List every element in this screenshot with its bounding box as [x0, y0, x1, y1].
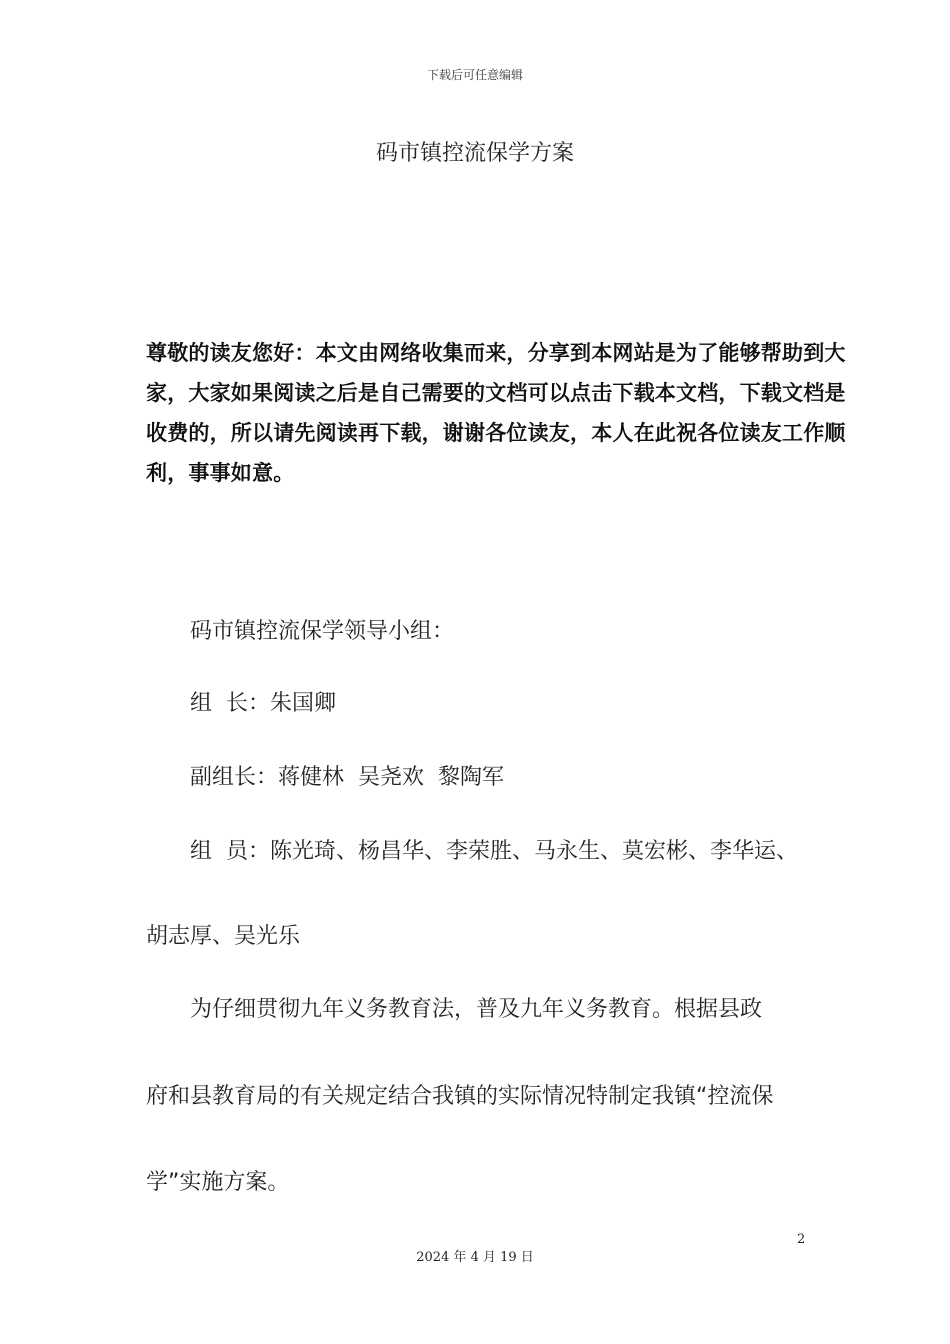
notice-line-2: 家，大家如果阅读之后是自己需要的文档可以点击下载本文档，下载文档是 — [146, 381, 846, 405]
intro-line-2: 府和县教育局的有关规定结合我镇的实际情况特制定我镇“控流保 — [146, 1084, 774, 1109]
group-members-line-2: 胡志厚、吴光乐 — [146, 924, 301, 949]
intro-line-3: 学”实施方案。 — [146, 1170, 290, 1195]
intro-line-1: 为仔细贯彻九年义务教育法，普及九年义务教育。根据县政 — [190, 997, 763, 1022]
group-deputy-leaders: 副组长：蒋健林 吴尧欢 黎陶军 — [190, 765, 504, 790]
header-note: 下载后可任意编辑 — [426, 68, 523, 82]
notice-line-1: 尊敬的读友您好：本文由网络收集而来，分享到本网站是为了能够帮助到大 — [146, 341, 846, 365]
footer-date: 2024 年 4 月 19 日 — [416, 1250, 534, 1265]
document-title: 码市镇控流保学方案 — [375, 141, 574, 166]
group-heading: 码市镇控流保学领导小组： — [190, 619, 455, 644]
notice-line-3: 收费的，所以请先阅读再下载，谢谢各位读友，本人在此祝各位读友工作顺 — [146, 421, 846, 445]
group-leader: 组 长：朱国卿 — [190, 691, 336, 716]
page-number: 2 — [797, 1232, 806, 1247]
notice-line-4: 利，事事如意。 — [146, 461, 295, 485]
group-members-line-1: 组 员：陈光琦、杨昌华、李荣胜、马永生、莫宏彬、李华运、 — [190, 839, 798, 864]
